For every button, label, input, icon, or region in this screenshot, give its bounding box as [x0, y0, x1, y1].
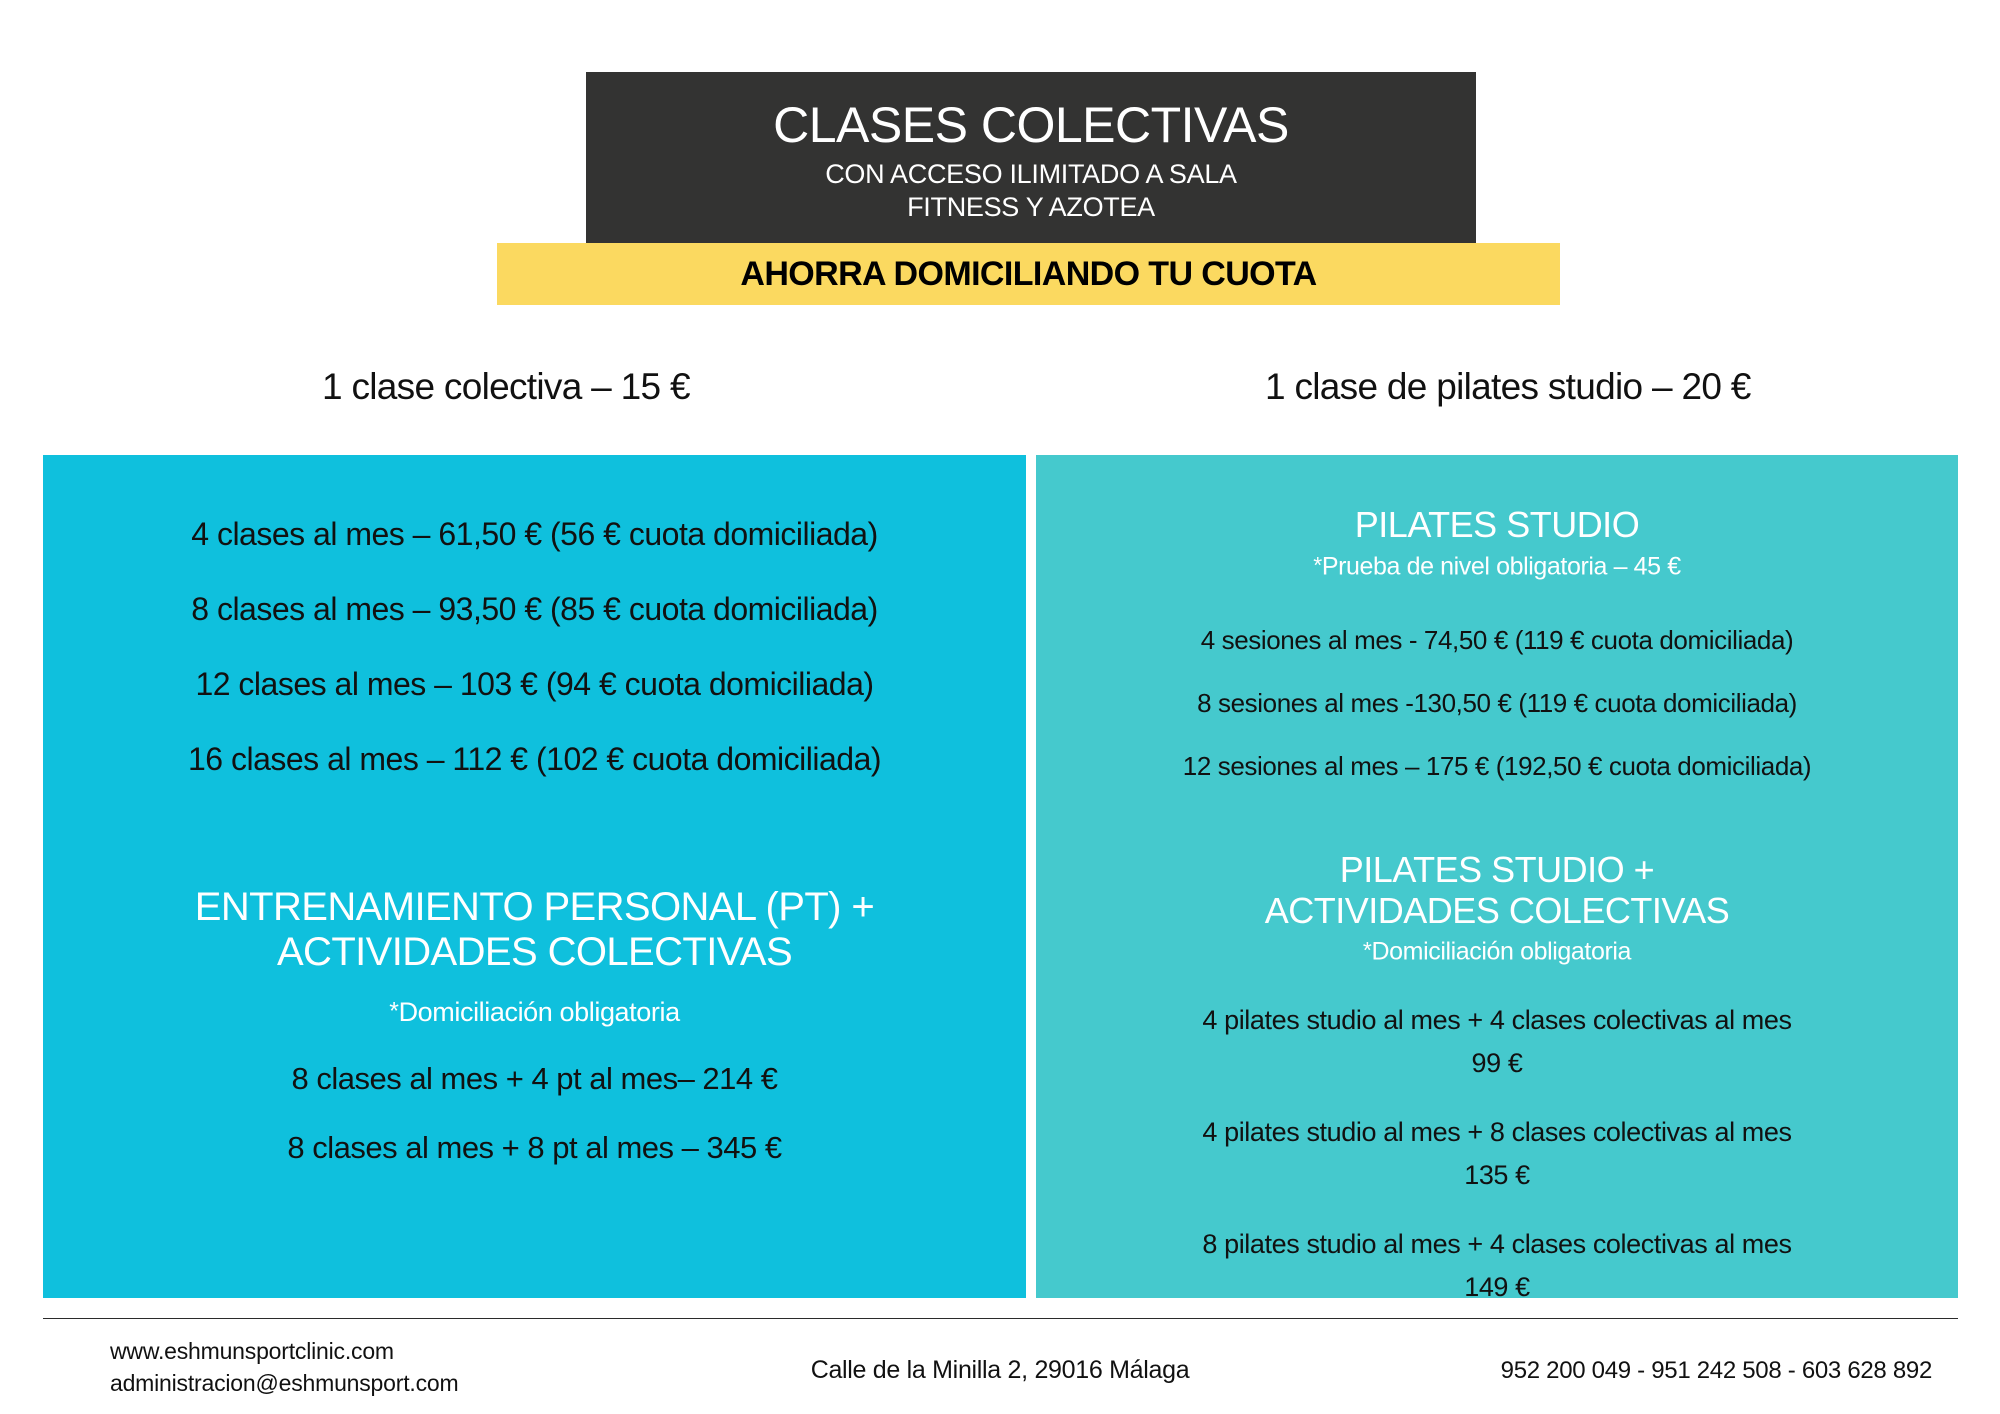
price-row: 8 sesiones al mes -130,50 € (119 € cuota domiciliada) [1197, 688, 1797, 719]
section-title-line-2: ACTIVIDADES COLECTIVAS [1264, 889, 1730, 931]
title-banner [586, 72, 1476, 250]
panel-pilates-studio [1036, 455, 1958, 1302]
price-row: 4 clases al mes – 61,50 € (56 € cuota domiciliada) [191, 516, 878, 552]
page-subtitle-line-2: FITNESS Y AZOTEA [907, 191, 1155, 222]
caption-single-class-collective: 1 clase colectiva – 15 € [322, 366, 690, 407]
combo-row-amount: 99 € [1471, 1047, 1523, 1078]
combo-row: 8 clases al mes + 4 pt al mes– 214 € [291, 1061, 778, 1097]
asterisk-icon: * [1313, 551, 1322, 578]
section-note-prueba-nivel [1036, 552, 1958, 581]
footer-address: Calle de la Minilla 2, 29016 Málaga [810, 1356, 1190, 1384]
combo-row: 8 pilates studio al mes + 4 clases colectivas al mes [1202, 1228, 1792, 1259]
price-row: 12 clases al mes – 103 € (94 € cuota domiciliada) [195, 666, 874, 702]
section-note-text: Domiciliación obligatoria [398, 997, 680, 1028]
promo-banner [497, 243, 1560, 305]
price-row: 16 clases al mes – 112 € (102 € cuota domiciliada) [187, 741, 882, 777]
combo-row-amount: 135 € [1464, 1159, 1530, 1190]
page-title: CLASES COLECTIVAS [773, 97, 1289, 153]
footer-website[interactable]: www.eshmunsportclinic.com [110, 1338, 394, 1364]
section-title-pilates-studio: PILATES STUDIO [1354, 504, 1640, 545]
section-note-text: Domiciliación obligatoria [1371, 937, 1632, 966]
combo-row: 4 pilates studio al mes + 4 clases colectivas al mes [1202, 1004, 1792, 1035]
promo-banner-text: AHORRA DOMICILIANDO TU CUOTA [740, 254, 1317, 293]
section-title-line-1: ENTRENAMIENTO PERSONAL (PT) + [194, 885, 875, 929]
page-subtitle-line-1: CON ACCESO ILIMITADO A SALA [825, 159, 1237, 189]
footer [0, 1324, 2000, 1414]
footer-phones: 952 200 049 - 951 242 508 - 603 628 892 [1500, 1357, 1932, 1384]
price-row: 8 clases al mes – 93,50 € (85 € cuota domiciliada) [191, 591, 878, 627]
combo-row-amount: 149 € [1464, 1271, 1530, 1302]
section-note-domiciliacion [1036, 937, 1958, 966]
asterisk-icon: * [389, 998, 399, 1026]
section-note-domiciliacion [43, 997, 1026, 1028]
section-note-text: Prueba de nivel obligatoria – 45 € [1321, 552, 1681, 581]
caption-single-class-pilates: 1 clase de pilates studio – 20 € [1265, 366, 1751, 407]
section-title-line-1: PILATES STUDIO + [1339, 849, 1655, 891]
footer-divider [43, 1318, 1958, 1319]
price-row: 12 sesiones al mes – 175 € (192,50 € cuota domiciliada) [1182, 751, 1812, 782]
combo-row: 8 clases al mes + 8 pt al mes – 345 € [287, 1130, 782, 1166]
combo-row: 4 pilates studio al mes + 8 clases colectivas al mes [1202, 1116, 1792, 1147]
section-title-pilates-plus-colectivas [1036, 850, 1958, 931]
panel-clases-colectivas [43, 455, 1026, 1298]
section-title-line-2: ACTIVIDADES COLECTIVAS [276, 930, 793, 975]
page-subtitle [586, 158, 1476, 224]
section-title-personal-training [43, 885, 1026, 975]
footer-email[interactable]: administracion@eshmunsport.com [110, 1369, 459, 1396]
price-row: 4 sesiones al mes - 74,50 € (119 € cuota domiciliada) [1200, 625, 1794, 656]
asterisk-icon: * [1362, 937, 1372, 964]
